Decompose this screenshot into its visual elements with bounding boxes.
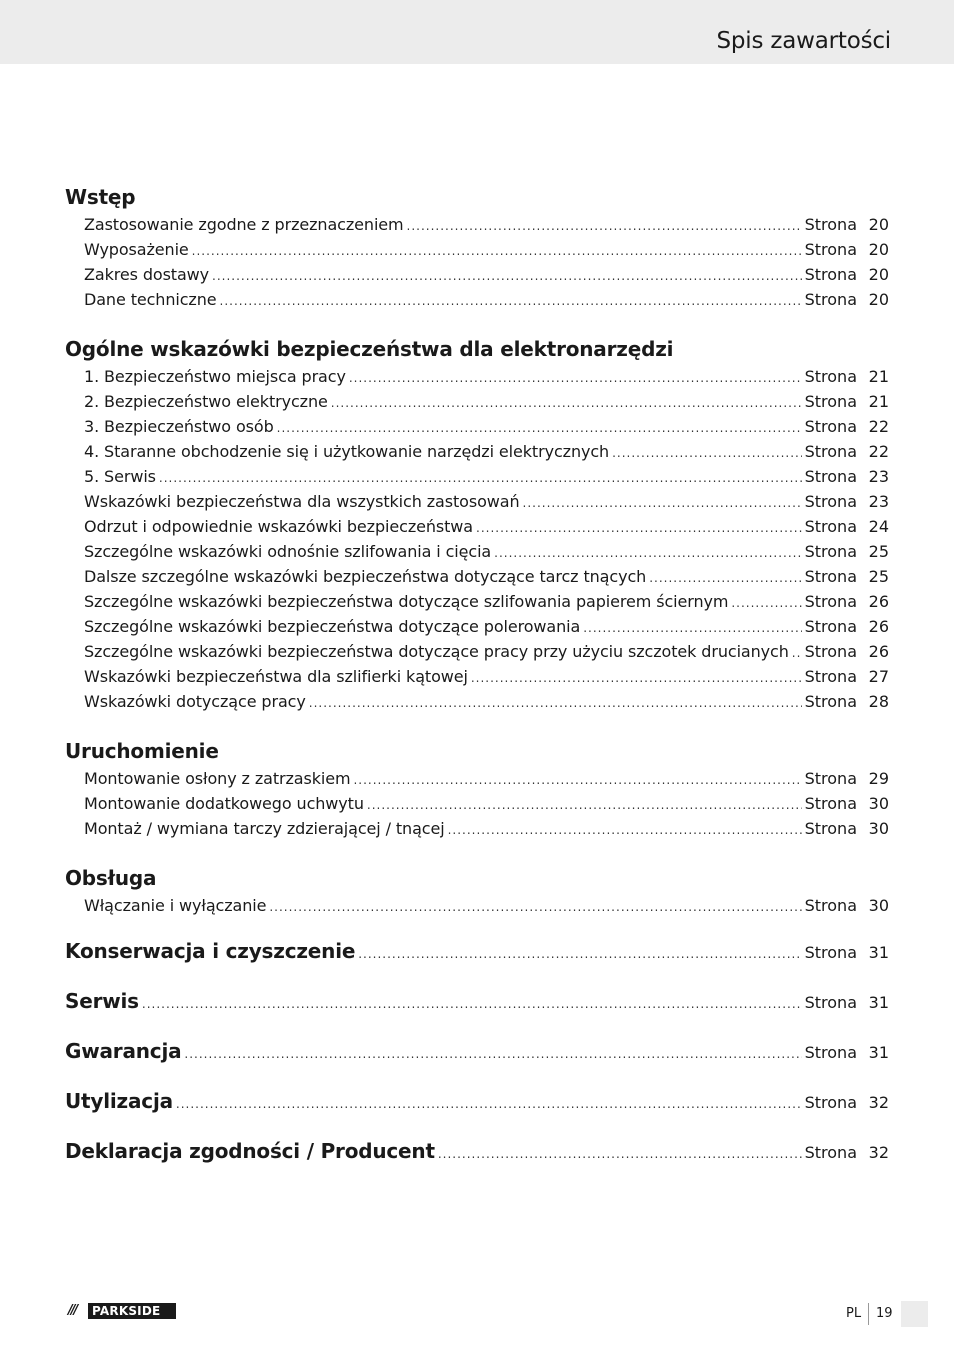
parkside-logo bbox=[65, 1303, 176, 1319]
section-heading[interactable]: Ogólne wskazówki bezpieczeństwa dla elektronarzędzi bbox=[65, 337, 674, 361]
toc-entry[interactable] bbox=[65, 589, 889, 614]
entry-label: 2. Bezpieczeństwo elektryczne bbox=[84, 392, 328, 411]
entry-page-number: 22 bbox=[868, 442, 889, 461]
entry-page-number: 24 bbox=[868, 517, 889, 536]
dot-leader bbox=[612, 441, 802, 466]
entry-label: Zakres dostawy bbox=[84, 265, 210, 284]
logo-brand-text: PARKSIDE bbox=[92, 1304, 161, 1318]
toc-entry[interactable] bbox=[65, 287, 889, 312]
toc-entry[interactable] bbox=[65, 364, 889, 389]
entry-label: Szczególne wskazówki bezpieczeństwa dotyczące pracy przy użyciu szczotek drucianych bbox=[84, 642, 789, 661]
entry-label: Szczególne wskazówki bezpieczeństwa dotyczące polerowania bbox=[84, 617, 581, 636]
entry-strona-label: Strona bbox=[804, 642, 857, 661]
entry-page-number: 20 bbox=[868, 215, 889, 234]
section-heading[interactable]: Wstęp bbox=[65, 185, 136, 209]
dot-leader bbox=[792, 641, 802, 666]
entry-strona-label: Strona bbox=[804, 896, 857, 915]
entry-strona-label: Strona bbox=[804, 442, 857, 461]
dot-leader bbox=[476, 516, 802, 541]
toc-entry[interactable] bbox=[65, 791, 889, 816]
entry-label: Wyposażenie bbox=[84, 240, 189, 259]
entry-strona-label: Strona bbox=[804, 617, 857, 636]
entry-page-number: 20 bbox=[868, 265, 889, 284]
entry-page-number: 25 bbox=[868, 567, 889, 586]
dot-leader bbox=[438, 1129, 802, 1179]
toc-section bbox=[65, 863, 889, 918]
entry-strona-label: Strona bbox=[804, 592, 857, 611]
entry-page-number: 27 bbox=[868, 667, 889, 686]
entry-strona-label: Strona bbox=[804, 1143, 857, 1162]
dot-leader bbox=[494, 541, 801, 566]
entry-page-number: 21 bbox=[868, 367, 889, 386]
entry-strona-label: Strona bbox=[804, 943, 857, 962]
entry-label: 4. Staranne obchodzenie się i użytkowanie narzędzi elektrycznych bbox=[84, 442, 610, 461]
footer-divider bbox=[868, 1303, 869, 1325]
entry-label: Wskazówki bezpieczeństwa dla szlifierki kątowej bbox=[84, 667, 468, 686]
entry-label: Dane techniczne bbox=[84, 290, 217, 309]
entry-page-number: 31 bbox=[868, 993, 889, 1012]
entry-strona-label: Strona bbox=[804, 492, 857, 511]
entry-page-number: 31 bbox=[868, 943, 889, 962]
entry-label: Montaż / wymiana tarczy zdzierającej / tnącej bbox=[84, 819, 445, 838]
entry-page-number: 23 bbox=[868, 467, 889, 486]
dot-leader bbox=[358, 929, 801, 979]
entry-strona-label: Strona bbox=[804, 367, 857, 386]
dot-leader bbox=[269, 895, 801, 920]
entry-strona-label: Strona bbox=[804, 819, 857, 838]
dot-leader bbox=[731, 591, 801, 616]
footer-tab bbox=[901, 1301, 928, 1327]
entry-page-number: 30 bbox=[868, 819, 889, 838]
dot-leader bbox=[277, 416, 802, 441]
toc-entry[interactable] bbox=[65, 893, 889, 918]
language-code: PL bbox=[846, 1306, 862, 1321]
dot-leader bbox=[448, 818, 802, 843]
entry-strona-label: Strona bbox=[804, 467, 857, 486]
dot-leader bbox=[176, 1079, 802, 1129]
entry-label: Odrzut i odpowiednie wskazówki bezpieczeństwa bbox=[84, 517, 474, 536]
dot-leader bbox=[349, 366, 802, 391]
entry-page-number: 32 bbox=[868, 1093, 889, 1112]
entry-strona-label: Strona bbox=[804, 542, 857, 561]
entry-page-number: 21 bbox=[868, 392, 889, 411]
entry-strona-label: Strona bbox=[804, 1043, 857, 1062]
entry-strona-label: Strona bbox=[804, 215, 857, 234]
toc-entry[interactable] bbox=[65, 464, 889, 489]
toc-entry[interactable] bbox=[65, 439, 889, 464]
entry-label: Włączanie i wyłączanie bbox=[84, 896, 267, 915]
toc-sections bbox=[65, 182, 889, 918]
section-heading[interactable]: Uruchomienie bbox=[65, 739, 219, 763]
dot-leader bbox=[159, 466, 802, 491]
toc-section bbox=[65, 736, 889, 841]
entry-page-number: 22 bbox=[868, 417, 889, 436]
toc-entry[interactable] bbox=[65, 689, 889, 714]
dot-leader bbox=[523, 491, 802, 516]
toc-entry[interactable] bbox=[65, 414, 889, 439]
entry-strona-label: Strona bbox=[804, 1093, 857, 1112]
header-band bbox=[0, 0, 954, 64]
entry-page-number: 30 bbox=[868, 794, 889, 813]
toc-major-entry[interactable] bbox=[65, 1076, 889, 1126]
entry-page-number: 32 bbox=[868, 1143, 889, 1162]
toc-entry[interactable] bbox=[65, 539, 889, 564]
entry-strona-label: Strona bbox=[804, 993, 857, 1012]
toc-major-entry[interactable] bbox=[65, 976, 889, 1026]
entry-label: Szczególne wskazówki bezpieczeństwa dotyczące szlifowania papierem ściernym bbox=[84, 592, 729, 611]
dot-leader bbox=[220, 289, 802, 314]
dot-leader bbox=[649, 566, 801, 591]
dot-leader bbox=[471, 666, 802, 691]
entry-label: Gwarancja bbox=[65, 1039, 182, 1063]
entry-label: 1. Bezpieczeństwo miejsca pracy bbox=[84, 367, 346, 386]
toc-entry[interactable] bbox=[65, 514, 889, 539]
entry-page-number: 20 bbox=[868, 240, 889, 259]
dot-leader bbox=[309, 691, 802, 716]
entry-page-number: 20 bbox=[868, 290, 889, 309]
logo-stripes-icon: /// bbox=[65, 1303, 88, 1319]
toc-section bbox=[65, 182, 889, 312]
entry-strona-label: Strona bbox=[804, 417, 857, 436]
table-of-contents bbox=[65, 182, 889, 1176]
entry-strona-label: Strona bbox=[804, 667, 857, 686]
entry-label: Wskazówki dotyczące pracy bbox=[84, 692, 306, 711]
entry-strona-label: Strona bbox=[804, 290, 857, 309]
entry-label: Montowanie dodatkowego uchwytu bbox=[84, 794, 364, 813]
toc-entry[interactable] bbox=[65, 237, 889, 262]
entry-page-number: 28 bbox=[868, 692, 889, 711]
entry-label: Konserwacja i czyszczenie bbox=[65, 939, 356, 963]
entry-label: Szczególne wskazówki odnośnie szlifowania i cięcia bbox=[84, 542, 492, 561]
entry-strona-label: Strona bbox=[804, 567, 857, 586]
toc-entry[interactable] bbox=[65, 262, 889, 287]
toc-major-entries bbox=[65, 926, 889, 1176]
dot-leader bbox=[367, 793, 802, 818]
toc-major-entry[interactable] bbox=[65, 1026, 889, 1076]
entry-strona-label: Strona bbox=[804, 794, 857, 813]
entry-page-number: 23 bbox=[868, 492, 889, 511]
entry-label: Utylizacja bbox=[65, 1089, 173, 1113]
dot-leader bbox=[192, 239, 802, 264]
dot-leader bbox=[353, 768, 801, 793]
page-title: Spis zawartości bbox=[716, 28, 891, 54]
toc-major-entry[interactable] bbox=[65, 1126, 889, 1176]
dot-leader bbox=[583, 616, 801, 641]
entry-page-number: 26 bbox=[868, 642, 889, 661]
entry-strona-label: Strona bbox=[804, 517, 857, 536]
toc-entry[interactable] bbox=[65, 489, 889, 514]
toc-entry[interactable] bbox=[65, 389, 889, 414]
entry-label: Serwis bbox=[65, 989, 139, 1013]
dot-leader bbox=[331, 391, 802, 416]
dot-leader bbox=[184, 1029, 801, 1079]
entry-label: Wskazówki bezpieczeństwa dla wszystkich zastosowań bbox=[84, 492, 520, 511]
toc-entry[interactable] bbox=[65, 212, 889, 237]
entry-page-number: 25 bbox=[868, 542, 889, 561]
entry-label: Montowanie osłony z zatrzaskiem bbox=[84, 769, 351, 788]
toc-entry[interactable] bbox=[65, 639, 889, 664]
entry-strona-label: Strona bbox=[804, 692, 857, 711]
dot-leader bbox=[407, 214, 802, 239]
entry-page-number: 29 bbox=[868, 769, 889, 788]
toc-entry[interactable] bbox=[65, 614, 889, 639]
entry-label: 5. Serwis bbox=[84, 467, 156, 486]
page-number: 19 bbox=[876, 1306, 893, 1321]
entry-strona-label: Strona bbox=[804, 392, 857, 411]
entry-label: Zastosowanie zgodne z przeznaczeniem bbox=[84, 215, 404, 234]
entry-strona-label: Strona bbox=[804, 265, 857, 284]
toc-entry[interactable] bbox=[65, 564, 889, 589]
toc-entry[interactable] bbox=[65, 816, 889, 841]
entry-page-number: 30 bbox=[868, 896, 889, 915]
toc-major-entry[interactable] bbox=[65, 926, 889, 976]
toc-section bbox=[65, 334, 889, 714]
entry-strona-label: Strona bbox=[804, 769, 857, 788]
entry-page-number: 26 bbox=[868, 592, 889, 611]
entry-page-number: 26 bbox=[868, 617, 889, 636]
dot-leader bbox=[142, 979, 802, 1029]
entry-label: Dalsze szczególne wskazówki bezpieczeństwa dotyczące tarcz tnących bbox=[84, 567, 647, 586]
toc-entry[interactable] bbox=[65, 766, 889, 791]
toc-entry[interactable] bbox=[65, 664, 889, 689]
entry-page-number: 31 bbox=[868, 1043, 889, 1062]
dot-leader bbox=[212, 264, 802, 289]
section-heading[interactable]: Obsługa bbox=[65, 866, 157, 890]
entry-label: Deklaracja zgodności / Producent bbox=[65, 1139, 435, 1163]
entry-label: 3. Bezpieczeństwo osób bbox=[84, 417, 274, 436]
entry-strona-label: Strona bbox=[804, 240, 857, 259]
